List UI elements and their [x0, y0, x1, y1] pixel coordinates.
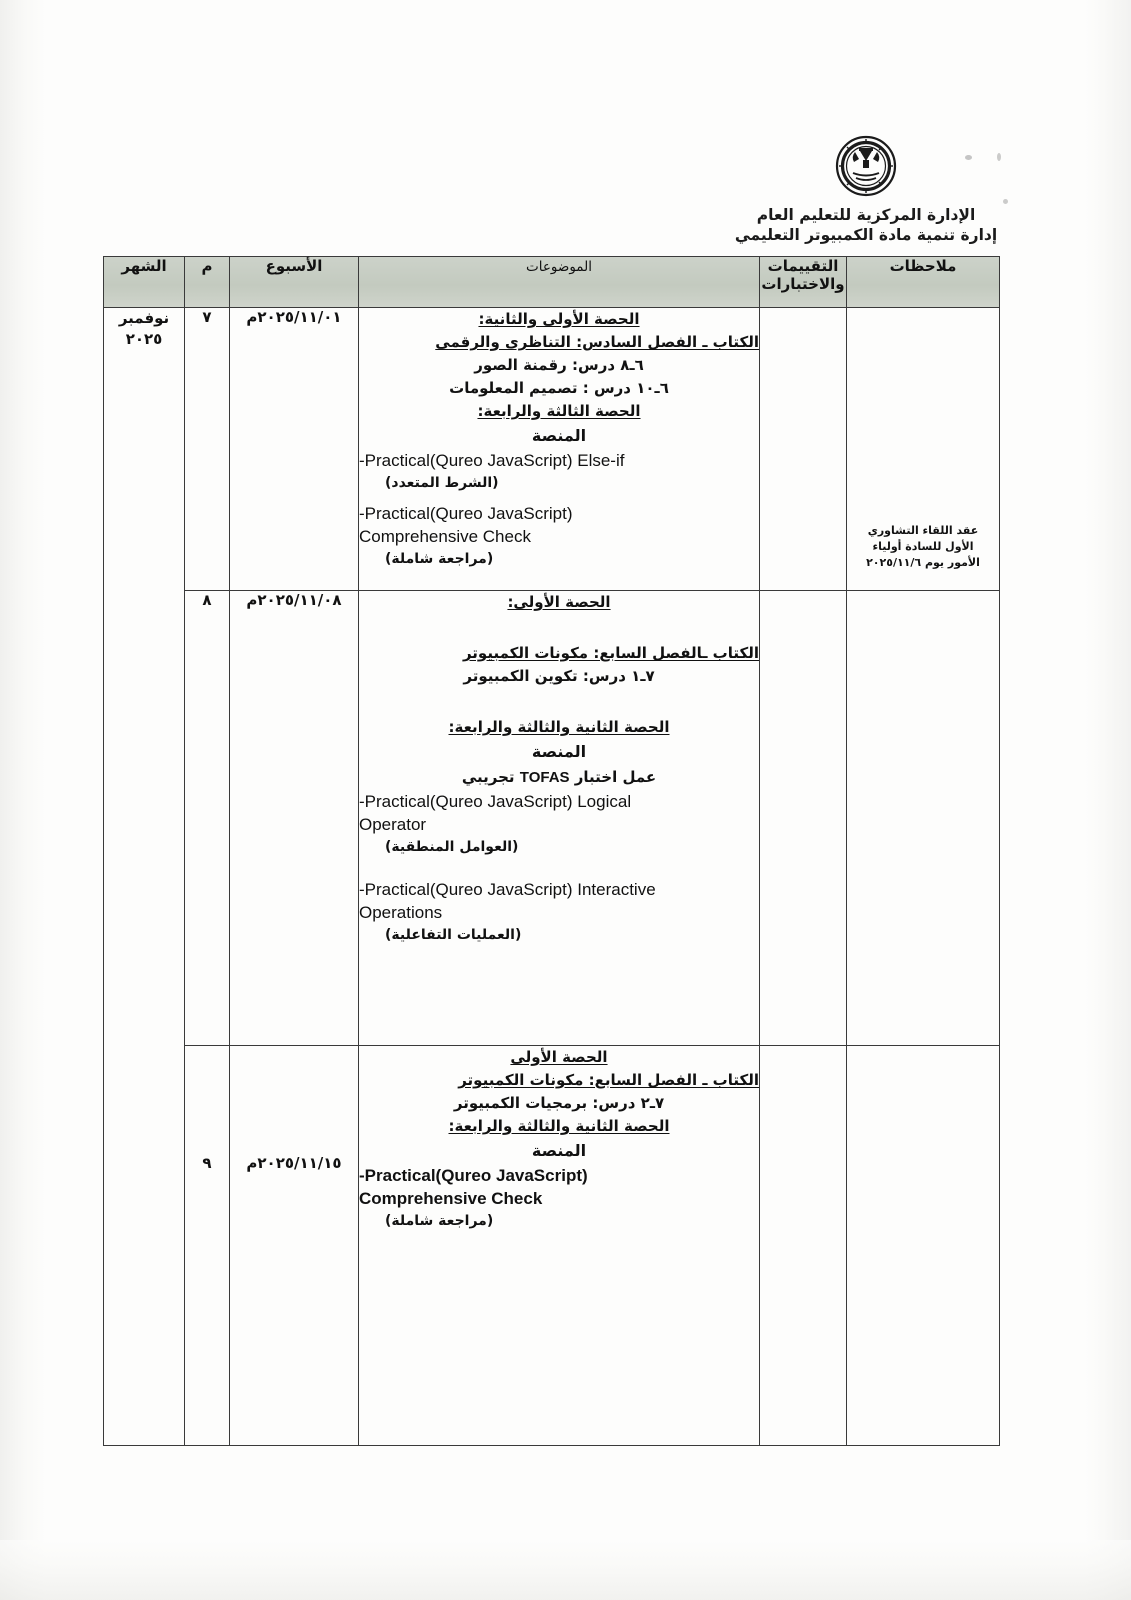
column-header-topics: [359, 257, 760, 308]
topic-practical-else-if: -Practical(Qureo JavaScript) Else-if: [359, 451, 625, 470]
topic-book-chapter: الكتاب ـ الفصل السادس: التناظرى والرقمى: [435, 333, 759, 351]
cell-notes-week-9: [847, 1046, 1000, 1446]
topic-practical-comprehensive-line1: -Practical(Qureo JavaScript): [359, 1166, 588, 1185]
topic-session-2-3-4: الحصة الثانية والثالثة والرابعة:: [448, 1117, 670, 1135]
topic-lesson-1: ٧ـ١ درس: تكوين الكمبيوتر: [463, 667, 655, 685]
topic-lesson-1: ٦ـ٨ درس: رقمنة الصور: [474, 356, 644, 374]
column-header-number: م: [185, 257, 230, 308]
topic-practical-logical-operator-arabic: (العوامل المنطقية): [385, 839, 519, 855]
spacer: [359, 494, 759, 502]
document-header: [706, 135, 1026, 245]
topic-practical-interactive-ops-line2: Operations: [359, 903, 443, 922]
topic-book-chapter: الكتاب ـالفصل السابع: مكونات الكمبيوتر: [462, 644, 759, 662]
topic-practical-logical-operator-line2: Operator: [359, 815, 427, 834]
column-header-week: الأسبوع: [230, 257, 359, 308]
cell-week-date-9: [230, 1046, 359, 1446]
topic-platform-label: المنصة: [531, 426, 587, 445]
topic-practical-interactive-ops-arabic: (العمليات التفاعلية): [385, 927, 522, 943]
topic-platform-label: المنصة: [531, 742, 587, 761]
topic-practical-comprehensive-arabic: (مراجعة شاملة): [385, 551, 494, 567]
topic-session-1: الحصة الأولى:: [507, 593, 611, 611]
column-header-notes: ملاحظات: [847, 257, 1000, 308]
cell-week-date-7: ٢٠٢٥/١١/٠١م: [230, 308, 359, 591]
header-line-computer-subject-administration: إدارة تنمية مادة الكمبيوتر التعليمي: [734, 226, 998, 244]
cell-week-number-8: ٨: [185, 591, 230, 1046]
curriculum-schedule-table: [103, 256, 1000, 1446]
topic-tofas-trial-exam: [359, 765, 759, 790]
topic-book-chapter: الكتاب ـ الفصل السابع: مكونات الكمبيوتر: [458, 1071, 759, 1089]
topic-lesson-2: ٦ـ١٠ درس : تصميم المعلومات: [449, 379, 669, 397]
table-header: [104, 257, 1000, 308]
topic-session-2-3-4: الحصة الثانية والثالثة والرابعة:: [448, 718, 670, 736]
cell-month-november: [104, 308, 185, 1446]
cell-week-number-7: ٧: [185, 308, 230, 591]
topic-session-1: الحصة الأولى: [510, 1048, 608, 1066]
spacer: [359, 614, 759, 642]
topic-session-1-2: الحصة الأولى والثانية:: [478, 310, 640, 328]
tofas-name: TOFAS: [519, 769, 570, 786]
topic-practical-logical-operator-line1: -Practical(Qureo JavaScript) Logical: [359, 792, 632, 811]
topic-practical-comprehensive-line2: Comprehensive Check: [359, 527, 531, 546]
topic-lesson-1: ٧ـ٢ درس: برمجيات الكمبيوتر: [453, 1094, 665, 1112]
cell-assessments-week-8: [760, 591, 847, 1046]
egypt-eagle-emblem-icon: [829, 135, 903, 197]
topic-practical-comprehensive-line1: -Practical(Qureo JavaScript): [359, 504, 573, 523]
spacer: [359, 858, 759, 878]
notes-text: عقد اللقاء التشاوري الأول للسادة أولياء الأمور يوم ٢٠٢٥/١١/٦: [866, 524, 980, 569]
month-name: نوفمبر: [118, 309, 170, 327]
topic-practical-else-if-arabic: (الشرط المتعدد): [385, 475, 499, 491]
table-body: [104, 308, 1000, 1446]
table-row: [104, 308, 1000, 591]
column-header-assessments: التقييمات والاختبارات: [760, 257, 847, 308]
topic-practical-comprehensive-line2: Comprehensive Check: [359, 1189, 543, 1208]
cell-week-number-9: [185, 1046, 230, 1446]
week-date-text: ٢٠٢٥/١١/١٥م: [246, 1154, 342, 1172]
page-bottom-shadow: [0, 1540, 1131, 1600]
header-line-central-administration: الإدارة المركزية للتعليم العام: [756, 206, 976, 224]
topic-practical-comprehensive-arabic: (مراجعة شاملة): [385, 1213, 494, 1229]
page-left-shadow: [0, 0, 46, 1600]
table-row: [104, 1046, 1000, 1446]
cell-topics-week-7: [359, 308, 760, 591]
topic-session-3-4: الحصة الثالثة والرابعة:: [477, 402, 641, 420]
column-header-topics-label: الموضوعات: [526, 259, 592, 275]
topic-platform-label: المنصة: [531, 1141, 587, 1160]
column-header-month: الشهر: [104, 257, 185, 308]
tofas-suffix: تجريبي: [461, 768, 515, 786]
topic-practical-interactive-ops-line1: -Practical(Qureo JavaScript) Interactive: [359, 880, 656, 899]
spacer: [359, 688, 759, 716]
cell-assessments-week-9: [760, 1046, 847, 1446]
cell-notes-week-7: [847, 308, 1000, 591]
cell-topics-week-8: [359, 591, 760, 1046]
cell-assessments-week-7: [760, 308, 847, 591]
month-year: ٢٠٢٥: [125, 330, 163, 348]
cell-topics-week-9: [359, 1046, 760, 1446]
cell-notes-week-8: [847, 591, 1000, 1046]
table-header-row: [104, 257, 1000, 308]
table-row: [104, 591, 1000, 1046]
cell-week-date-8: ٢٠٢٥/١١/٠٨م: [230, 591, 359, 1046]
page-right-shadow: [1085, 0, 1131, 1600]
tofas-prefix: عمل اختبار: [574, 768, 657, 786]
week-number-text: ٩: [202, 1154, 212, 1172]
